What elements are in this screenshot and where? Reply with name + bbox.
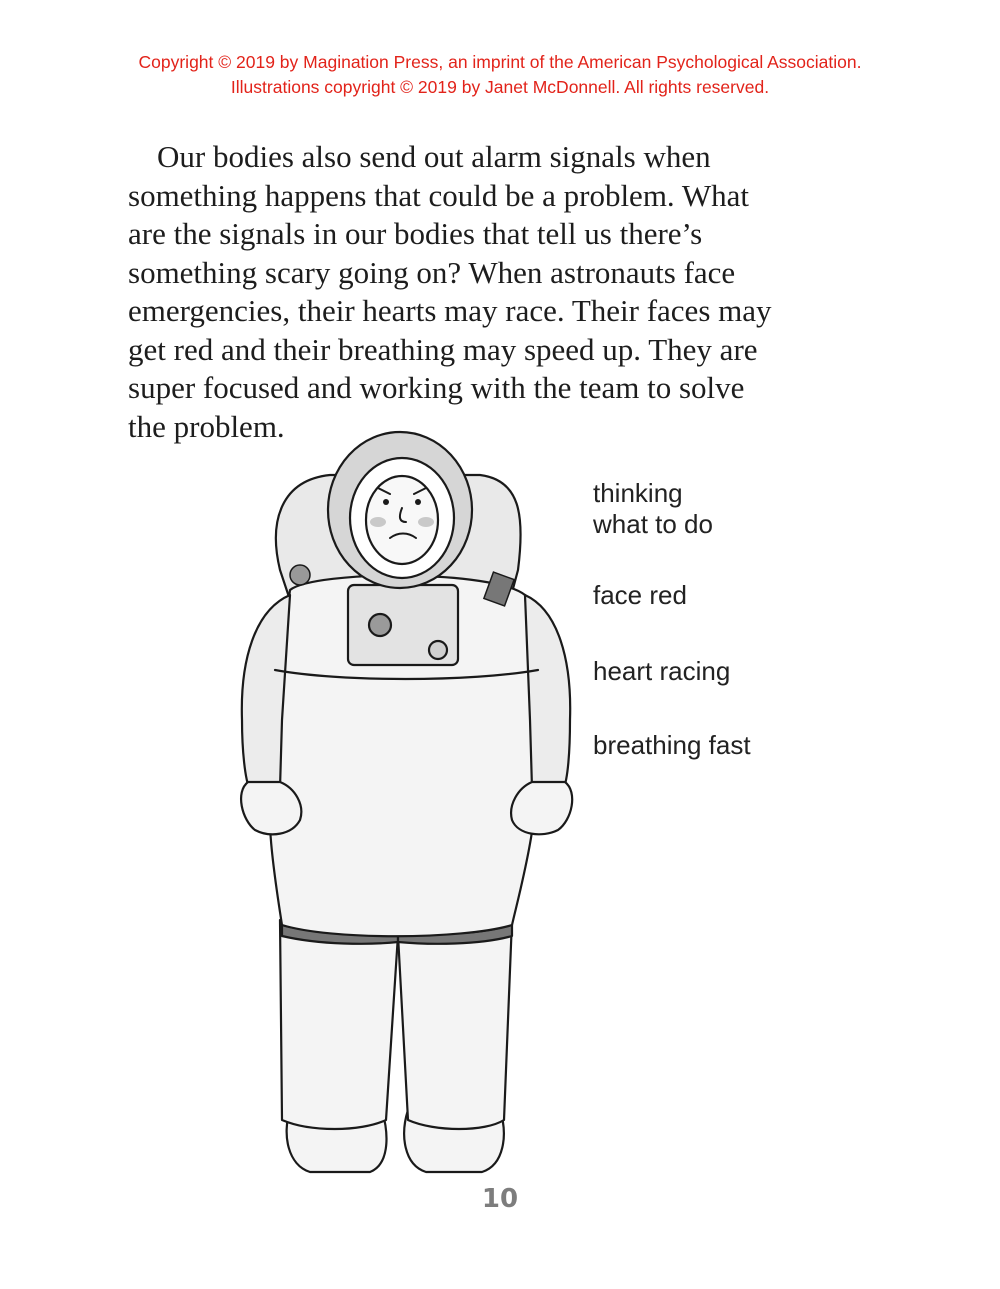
paragraph-line: super focused and working with the team to solve: [128, 370, 745, 405]
label-face-red: face red: [593, 580, 687, 610]
mission-patch: [290, 565, 310, 585]
astronaut-illustration: [220, 420, 590, 1190]
right-glove: [511, 782, 572, 834]
paragraph-line: are the signals in our bodies that tell us there’s: [128, 216, 703, 251]
paragraph-line: get red and their breathing may speed up. They are: [128, 331, 758, 367]
right-cheek: [418, 517, 434, 527]
page-number: 10: [481, 1184, 519, 1214]
left-eye: [383, 499, 389, 505]
paragraph-line: something happens that could be a problem. What: [128, 177, 749, 213]
right-arm: [525, 595, 570, 790]
right-eye: [415, 499, 421, 505]
body-paragraph: [128, 138, 828, 446]
paragraph-line: something scary going on? When astronauts face: [128, 254, 736, 290]
copyright-line-1: Copyright © 2019 by Magination Press, an imprint of the American Psychological Association.: [138, 52, 862, 72]
left-glove: [241, 782, 301, 834]
label-heart-racing: heart racing: [593, 656, 731, 686]
label-breathing-fast: breathing fast: [593, 730, 751, 760]
chest-button: [369, 614, 391, 636]
copyright-line-2: Illustrations copyright © 2019 by Janet McDonnell. All rights reserved.: [230, 77, 770, 97]
label-thinking-line1: thinking: [593, 478, 683, 508]
paragraph-line: emergencies, their hearts may race. Their faces may: [128, 293, 772, 328]
left-cheek: [370, 517, 386, 527]
paragraph-line: the problem.: [128, 408, 285, 444]
left-leg: [280, 920, 398, 1129]
paragraph-line: Our bodies also send out alarm signals when: [157, 139, 711, 174]
label-thinking-line2: what to do: [593, 509, 713, 539]
right-leg: [398, 920, 512, 1129]
chest-dial: [429, 641, 447, 659]
copyright-notice: [0, 50, 1000, 100]
